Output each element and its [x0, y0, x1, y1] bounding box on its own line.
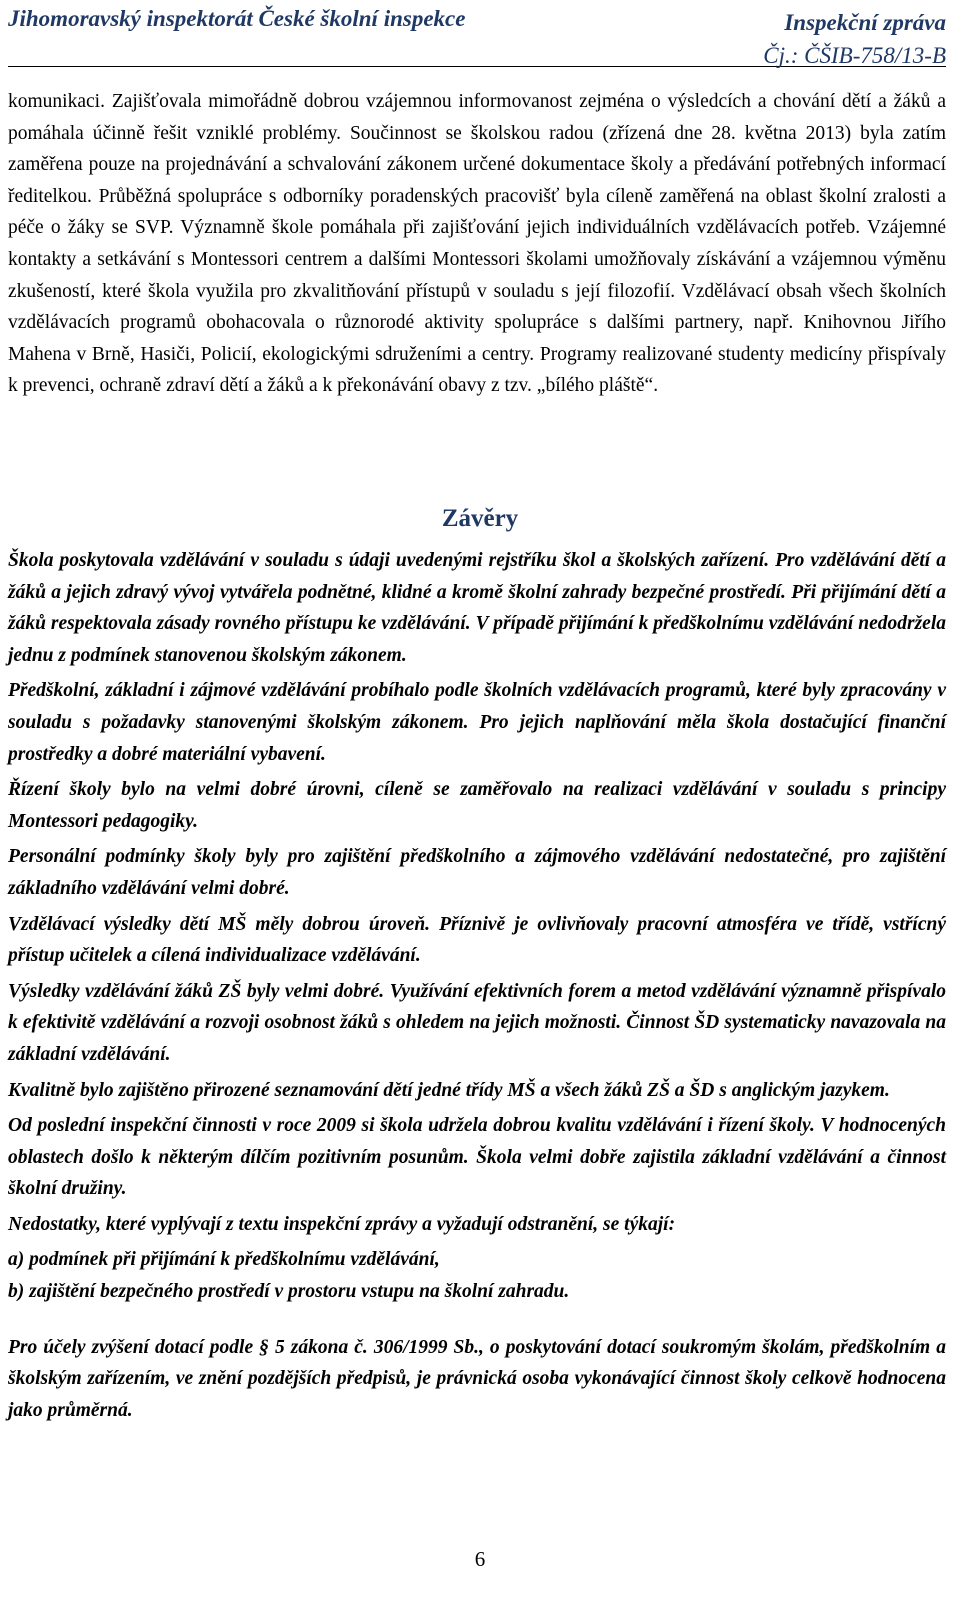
overall-evaluation: Pro účely zvýšení dotací podle § 5 zákona č. 306/1999 Sb., o poskytování dotací soukromým školám, předškolním a školským zařízením, ve znění pozdějších předpisů, je právnická osoba vykonávající činnost školy celkově hodnocena jako průměrná.	[8, 1336, 946, 1421]
conclusions-section	[8, 545, 946, 1430]
conclusion-paragraph: Škola poskytovala vzdělávání v souladu s údaji uvedenými rejstříku škol a školských zařízení. Pro vzdělávání dětí a žáků a jejich zdravý vývoj vytvářela podnětné, klidné a kromě školní zahrady bezpečné prostředí. Při přijímání dětí a žáků respektovala zásady rovného přístupu ke vzdělávání. V případě přijímání k předškolnímu vzdělávání nedodržela jednu z podmínek stanovenou školským zákonem.	[8, 550, 946, 666]
conclusion-paragraph: Předškolní, základní i zájmové vzdělávání probíhalo podle školních vzdělávacích programů, které byly zpracovány v souladu s požadavky stanovenými školským zákonem. Pro jejich naplňování měla škola dostačující finanční prostředky a dobré materiální vybavení.	[8, 680, 946, 765]
header-reference-number: Čj.: ČŠIB-758/13-B	[763, 43, 946, 68]
page-header	[8, 4, 946, 67]
conclusion-paragraph: Řízení školy bylo na velmi dobré úrovni, cíleně se zaměřovalo na realizaci vzdělávání v souladu s principy Montessori pedagogiky.	[8, 779, 946, 832]
conclusion-paragraph: Výsledky vzdělávání žáků ZŠ byly velmi dobré. Využívání efektivních forem a metod vzdělávání významně přispívalo k efektivitě vzdělávání a rozvoji osobnost žáků s ohledem na jejich možnosti. Činnost ŠD systematicky navazovala na základní vzdělávání.	[8, 980, 946, 1065]
deficiency-item: b) zajištění bezpečného prostředí v prostoru vstupu na školní zahradu.	[8, 1281, 570, 1303]
body-paragraph: komunikaci. Zajišťovala mimořádně dobrou vzájemnou informovanost zejména o výsledcích a chování dětí a žáků a pomáhala účinně řešit vzniklé problémy. Součinnost se školskou radou (zřízená dne 28. května 2013) byla zatím zaměřena pouze na projednávání a schvalování zákonem určené dokumentace školy a předávání potřebných informací ředitelkou. Průběžná spolupráce s odborníky poradenských pracovišť byla cíleně zaměřená na oblast školní zralosti a péče o žáky se SVP. Významně škole pomáhala při zajišťování jejich individuálních vzdělávacích potřeb. Vzájemné kontakty a setkávání s Montessori centrem a dalšími Montessori školami umožňovaly získávání a vzájemnou výměnu zkušeností, které škola využila pro zkvalitňování přístupů v souladu s její filozofií. Vzdělávací obsah všech školních vzdělávacích programů obohacovala o různorodé aktivity spolupráce s dalšími partnery, např. Knihovnou Jiřího Mahena v Brně, Hasiči, Policií, ekologickými sdruženími a centry. Programy realizované studenty medicíny přispívaly k prevenci, ochraně zdraví dětí a žáků a k překonávání obavy z tzv. „bílého pláště“.	[8, 91, 946, 397]
page-number: 6	[474, 1547, 486, 1571]
deficiency-item: a) podmínek při přijímání k předškolnímu vzdělávání,	[8, 1249, 440, 1271]
conclusion-paragraph: Vzdělávací výsledky dětí MŠ měly dobrou úroveň. Příznivě je ovlivňovaly pracovní atmosféra ve třídě, vstřícný přístup učitelek a cílená individualizace vzdělávání.	[8, 913, 946, 967]
deficiencies-intro: Nedostatky, které vyplývají z textu inspekční zprávy a vyžadují odstranění, se týkají:	[8, 1213, 676, 1235]
conclusion-paragraph: Kvalitně bylo zajištěno přirozené seznamování dětí jedné třídy MŠ a všech žáků ZŠ a ŠD s anglickým jazykem.	[8, 1079, 890, 1101]
section-heading-conclusions: Závěry	[441, 505, 519, 532]
header-organization: Jihomoravský inspektorát České školní inspekce	[8, 6, 466, 31]
conclusion-paragraph: Od poslední inspekční činnosti v roce 2009 si škola udržela dobrou kvalitu vzdělávání i řízení školy. V hodnocených oblastech došlo k některým dílčím pozitivním posunům. Škola velmi dobře zajistila základní vzdělávání a činnost školní družiny.	[8, 1115, 946, 1200]
body-section	[8, 86, 946, 402]
conclusion-paragraph: Personální podmínky školy byly pro zajištění předškolního a zájmového vzdělávání nedostatečné, pro zajištění základního vzdělávání velmi dobré.	[8, 846, 946, 899]
header-report-title: Inspekční zpráva	[784, 10, 946, 35]
header-right	[763, 6, 946, 72]
